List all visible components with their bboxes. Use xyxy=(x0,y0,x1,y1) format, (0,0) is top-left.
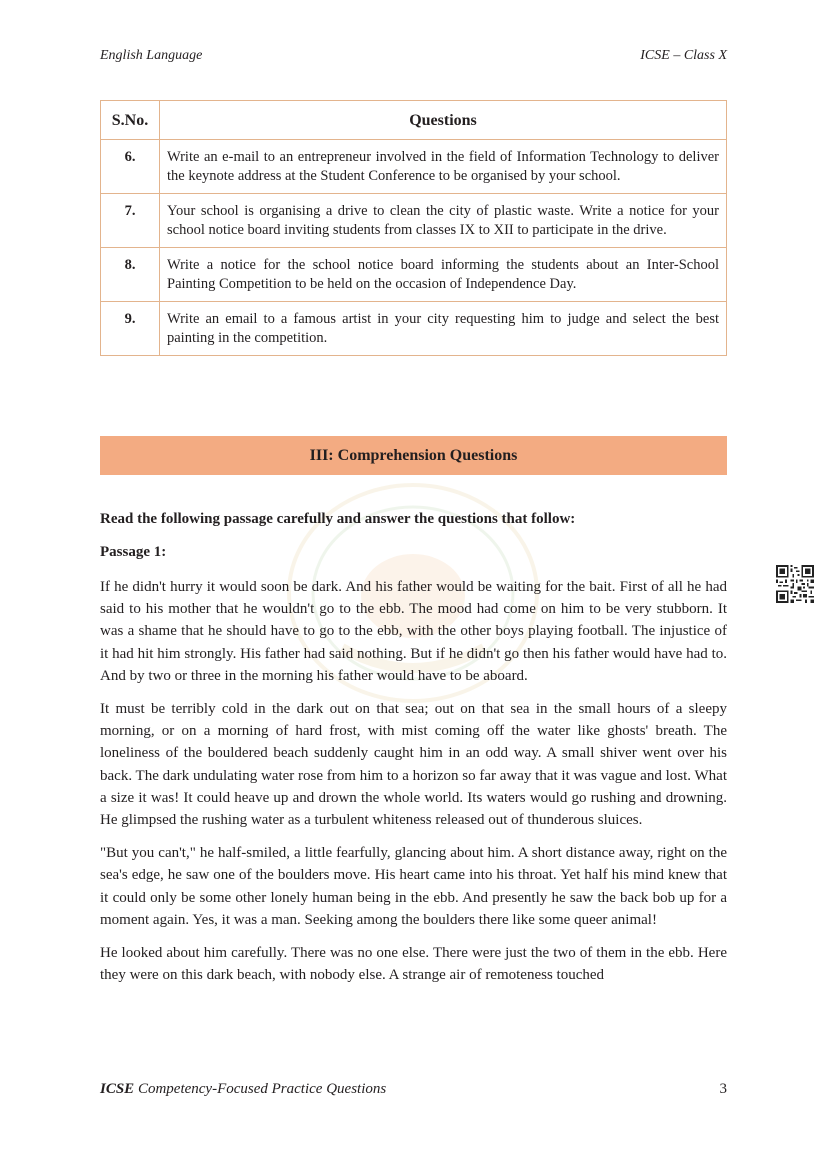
table-header-row xyxy=(101,101,727,140)
question-text: Write an email to a famous artist in your city requesting him to judge and select the best painting in the competition. xyxy=(160,302,727,356)
row-number: 8. xyxy=(101,248,160,302)
question-text: Your school is organising a drive to clean the city of plastic waste. Write a notice for your school notice board inviting students from classes IX to XII to participate in the drive. xyxy=(160,194,727,248)
page-number: 3 xyxy=(719,1081,727,1097)
passage-paragraph: He looked about him carefully. There was no one else. There were just the two of them in the ebb. Here they were on this dark beach, with nobody else. A strange air of remoteness touched xyxy=(100,945,727,984)
row-number: 9. xyxy=(101,302,160,356)
table-row xyxy=(101,194,727,248)
questions-table xyxy=(100,100,727,356)
passage-label: Passage 1: xyxy=(100,544,167,560)
table-row xyxy=(101,140,727,194)
footer-subtitle: Competency-Focused Practice Questions xyxy=(137,1081,387,1097)
row-number: 7. xyxy=(101,194,160,248)
section-title: III: Comprehension Questions xyxy=(309,446,518,464)
question-text: Write an e-mail to an entrepreneur involved in the field of Information Technology to deliver the keynote address at the Student Conference to be organised by your school. xyxy=(160,140,727,194)
question-text: Write a notice for the school notice board informing the students about an Inter-School Painting Competition to be held on the occasion of Independence Day. xyxy=(160,248,727,302)
table-row xyxy=(101,248,727,302)
passage-body xyxy=(100,576,727,997)
running-header-subject: English Language xyxy=(100,48,203,63)
passage-paragraph: If he didn't hurry it would soon be dark. And his father would be waiting for the bait. First of all he had said to his mother that he wouldn't go to the ebb. The mood had come on him to be very stubborn. It was a shame that he should have to go to the ebb, with the other boys playing football. The injustice of it had hit him strongly. His father had said nothing. But if he didn't go then his father would have had to. And by two or three in the morning his father would have to be aboard. xyxy=(100,579,727,684)
column-header-sno: S.No. xyxy=(101,101,160,140)
row-number: 6. xyxy=(101,140,160,194)
passage-paragraph: It must be terribly cold in the dark out on that sea; out on that sea in the small hours of a sleepy morning, or on a morning of hard frost, with mist coming off the water like ghosts' breath. The loneliness of the bouldered beach suddenly caught him in an odd way. A small shiver went over his back. The dark undulating water rose from him to a horizon so far away that it was vague and lost. What a size it was! It could heave up and drown the whole world. Its waters would go rushing and drowning. He glimpsed the rushing water as a turbulent whiteness released out of thunderous sluices. xyxy=(100,701,727,829)
table-row xyxy=(101,302,727,356)
section-heading xyxy=(100,436,727,475)
footer-brand: ICSE xyxy=(100,1081,135,1097)
column-header-questions: Questions xyxy=(160,101,727,140)
passage-paragraph: "But you can't," he half-smiled, a little fearfully, glancing about him. A short distance away, right on the sea's edge, he saw one of the boulders move. His heart came into his throat. Yet half his mind knew that it could only be some other lonely human being in the ebb. And presently he saw the back bob up for a moment again. Yes, it was a man. Seeking among the boulders there like some queer animal! xyxy=(100,845,727,928)
footer-title xyxy=(100,1081,386,1098)
instruction-text: Read the following passage carefully and answer the questions that follow: xyxy=(100,511,576,527)
qr-code-icon xyxy=(776,565,814,603)
running-header-class: ICSE – Class X xyxy=(640,48,727,63)
